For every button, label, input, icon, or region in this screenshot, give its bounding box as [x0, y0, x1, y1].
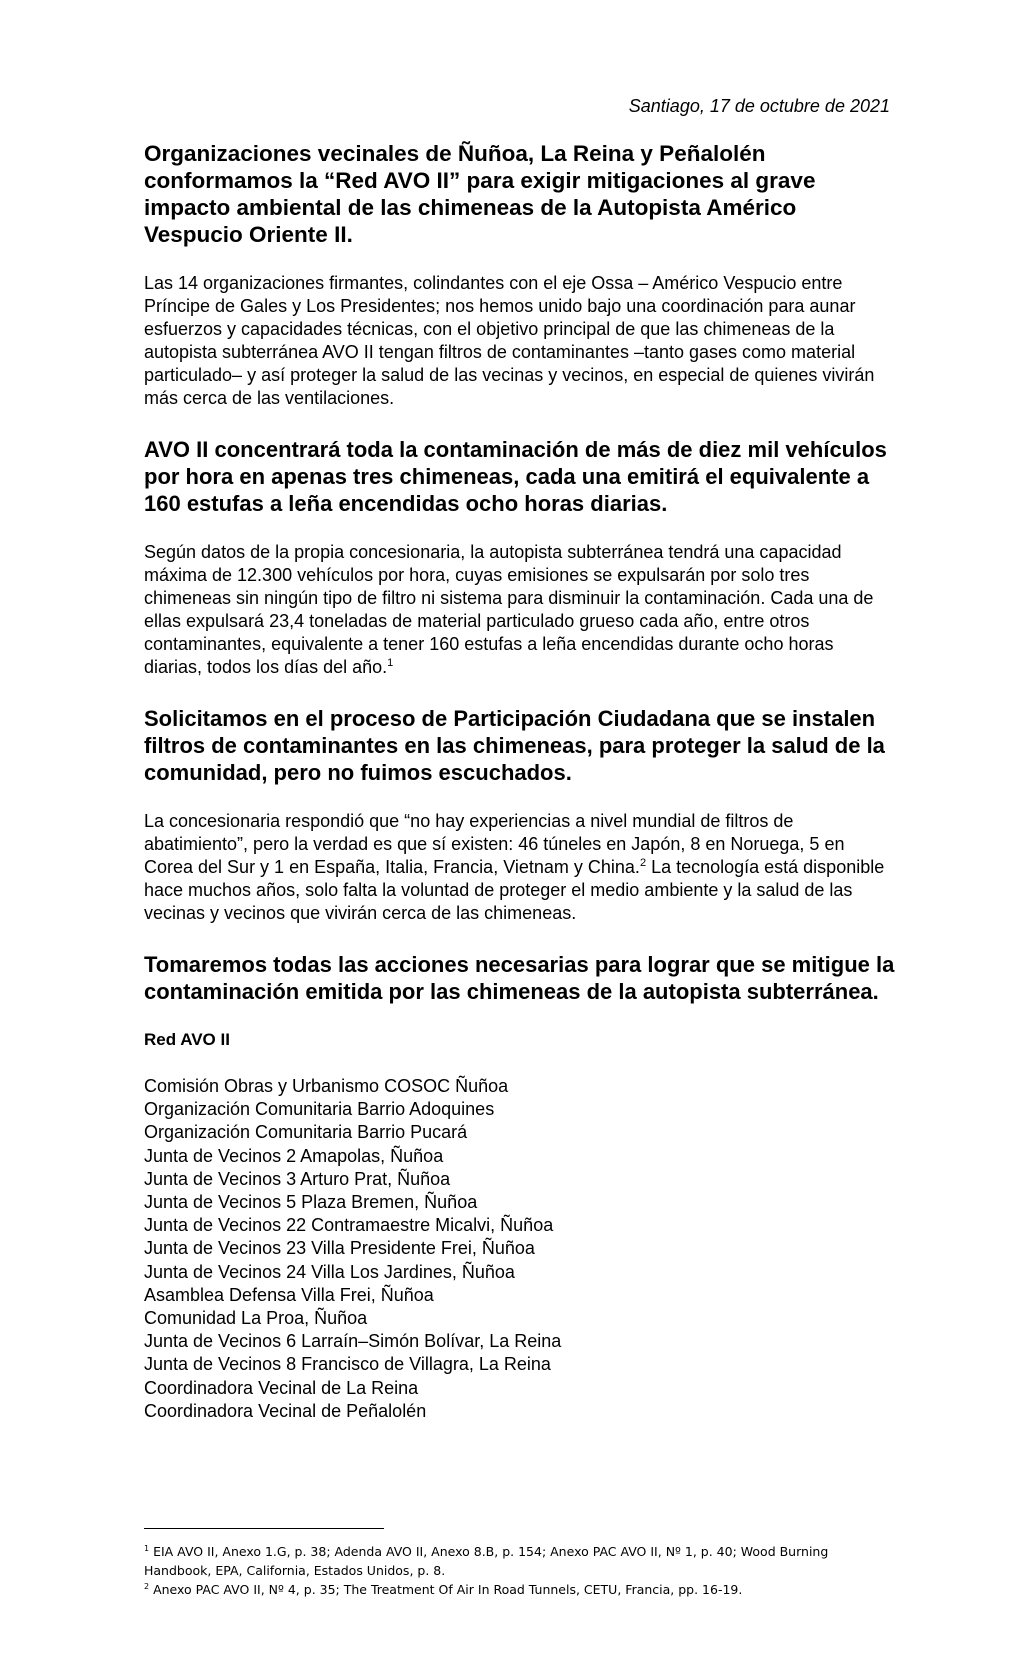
- organizations-list: [144, 1075, 896, 1423]
- organization-item: Junta de Vecinos 24 Villa Los Jardines, Ñuñoa: [144, 1261, 515, 1282]
- organization-item: Junta de Vecinos 5 Plaza Bremen, Ñuñoa: [144, 1192, 478, 1213]
- footnote-2: [144, 1580, 884, 1599]
- footnote-separator: [144, 1528, 384, 1529]
- organization-item: Comisión Obras y Urbanismo COSOC Ñuñoa: [144, 1076, 509, 1096]
- section-3-heading: Tomaremos todas las acciones necesarias para lograr que se mitigue la contaminación emitida por las chimeneas de la autopista subterránea.: [144, 952, 895, 1004]
- document-body: [144, 140, 896, 1423]
- organization-item: Junta de Vecinos 6 Larraín–Simón Bolívar, La Reina: [144, 1331, 562, 1352]
- organization-item: Junta de Vecinos 8 Francisco de Villagra, La Reina: [144, 1354, 551, 1375]
- section-2-paragraph: [144, 810, 896, 925]
- organization-item: Comunidad La Proa, Ñuñoa: [144, 1308, 368, 1329]
- footnote-number: 1: [144, 1543, 150, 1553]
- organization-item: Asamblea Defensa Villa Frei, Ñuñoa: [144, 1284, 434, 1305]
- footnote-text: EIA AVO II, Anexo 1.G, p. 38; Adenda AVO II, Anexo 8.B, p. 154; Anexo PAC AVO II, Nº 1, p. 40; Wood Burning Handbook, EPA, California, Estados Unidos, p. 8.: [144, 1544, 829, 1578]
- organization-item: Junta de Vecinos 22 Contramaestre Micalvi, Ñuñoa: [144, 1215, 554, 1236]
- section-1-heading: AVO II concentrará toda la contaminación de más de diez mil vehículos por hora en apenas tres chimeneas, cada una emitirá el equivalente a 160 estufas a leña encendidas ocho horas diarias.: [144, 437, 887, 516]
- document-date: Santiago, 17 de octubre de 2021: [628, 96, 890, 116]
- footnotes: [144, 1542, 884, 1599]
- footnote-ref-1[interactable]: 1: [387, 657, 394, 669]
- document-title: Organizaciones vecinales de Ñuñoa, La Reina y Peñalolén conformamos la “Red AVO II” para exigir mitigaciones al grave impacto ambiental de las chimeneas de la Autopista Américo Vespucio Oriente II.: [144, 141, 816, 247]
- organization-item: Coordinadora Vecinal de La Reina: [144, 1377, 419, 1398]
- organization-item: Junta de Vecinos 23 Villa Presidente Frei, Ñuñoa: [144, 1238, 535, 1259]
- organization-item: Junta de Vecinos 2 Amapolas, Ñuñoa: [144, 1145, 444, 1166]
- section-1-paragraph: [144, 541, 896, 679]
- organization-item: Junta de Vecinos 3 Arturo Prat, Ñuñoa: [144, 1168, 451, 1189]
- section-2-heading: Solicitamos en el proceso de Participación Ciudadana que se instalen filtros de contaminantes en las chimeneas, para proteger la salud de la comunidad, pero no fuimos escuchados.: [144, 706, 885, 785]
- footnote-ref-2[interactable]: 2: [639, 857, 647, 869]
- section-1-text: Según datos de la propia concesionaria, la autopista subterránea tendrá una capacidad máxima de 12.300 vehículos por hora, cuyas emisiones se expulsarán por solo tres chimeneas sin ningún tipo de filtro ni sistema para disminuir la contaminación. Cada una de ellas expulsará 23,4 toneladas de material particulado grueso cada año, entre otros contaminantes, equivalente a tener 160 estufas a leña encendidas durante ocho horas diarias, todos los días del año.: [144, 542, 874, 677]
- organization-item: Organización Comunitaria Barrio Pucará: [144, 1122, 468, 1143]
- footnote-1: [144, 1542, 884, 1580]
- footnote-text: Anexo PAC AVO II, Nº 4, p. 35; The Treatment Of Air In Road Tunnels, CETU, Francia, pp. 16-19.: [153, 1582, 743, 1597]
- signature-title: Red AVO II: [144, 1030, 230, 1049]
- intro-paragraph: Las 14 organizaciones firmantes, colindantes con el eje Ossa – Américo Vespucio entre Príncipe de Gales y Los Presidentes; nos hemos unido bajo una coordinación para aunar esfuerzos y capacidades técnicas, con el objetivo principal de que las chimeneas de la autopista subterránea AVO II tengan filtros de contaminantes –tanto gases como material particulado– y así proteger la salud de las vecinas y vecinos, en especial de quienes vivirán más cerca de las ventilaciones.: [144, 273, 875, 408]
- footnote-number: 2: [144, 1581, 150, 1591]
- section-2-text-before: La concesionaria respondió que “no hay experiencias a nivel mundial de filtros de abatimiento”, pero la verdad es que sí existen: 46 túneles en Japón, 8 en Noruega, 5 en Corea del Sur y 1 en España, Italia, Francia, Vietnam y China.: [144, 811, 845, 877]
- section-2-text-after: La tecnología está disponible hace muchos años, solo falta la voluntad de proteger el medio ambiente y la salud de las vecinas y vecinos que vivirán cerca de las chimeneas.: [144, 857, 885, 923]
- organization-item: Coordinadora Vecinal de Peñalolén: [144, 1400, 427, 1421]
- organization-item: Organización Comunitaria Barrio Adoquines: [144, 1099, 495, 1120]
